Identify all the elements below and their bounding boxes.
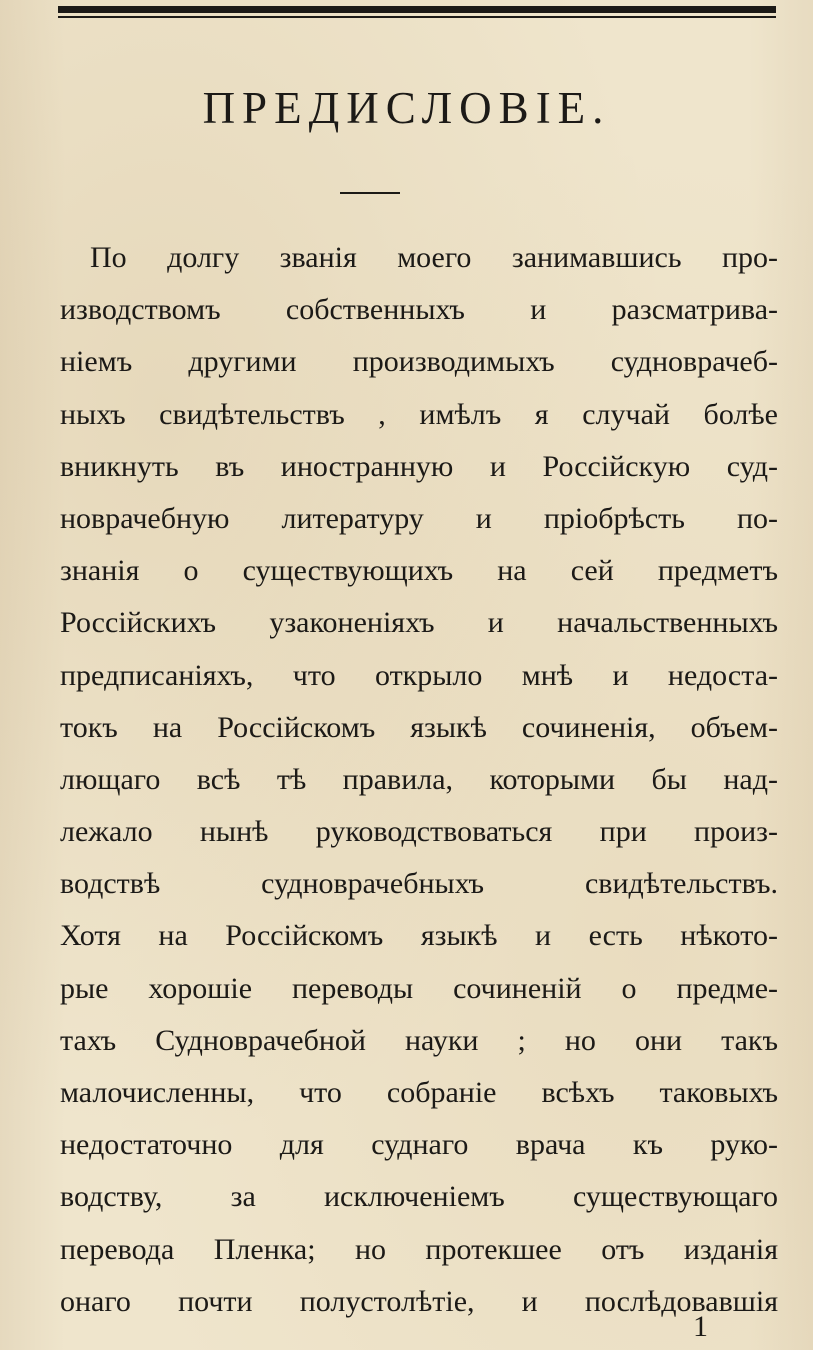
title-divider [340, 192, 400, 194]
text-line: лющаго всѣ тѣ правила, которыми бы над- [60, 762, 778, 796]
header-rule-thin [58, 16, 776, 18]
text-line: малочисленны, что собраніе всѣхъ таковыхъ [60, 1076, 778, 1109]
text-line: ніемъ другими производимыхъ судноврачеб- [60, 345, 778, 379]
body-text [60, 232, 778, 1328]
text-line: ныхъ свидѣтельствъ , имѣлъ я случай болѣе [60, 397, 778, 431]
text-line: токъ на Россійскомъ языкѣ сочиненія, объем- [60, 710, 778, 744]
text-line: Хотя на Россійскомъ языкѣ и есть нѣкото- [60, 919, 778, 953]
text-line: предписаніяхъ, что открыло мнѣ и недоста- [60, 658, 778, 692]
text-line: водству, за исключеніемъ существующаго [60, 1180, 778, 1214]
text-line: лежало нынѣ руководствоваться при произ- [60, 815, 778, 849]
text-line: онаго почти полустолѣтіе, и послѣдовавшія [60, 1284, 778, 1318]
page-number: 1 [693, 1310, 708, 1343]
text-line: вникнуть въ иностранную и Россійскую суд- [60, 449, 778, 483]
text-line: недостаточно для суднаго врача къ руко- [60, 1128, 778, 1162]
text-line: рые хорошіе переводы сочиненій о предме- [60, 971, 778, 1005]
text-line: знанія о существующихъ на сей предметъ [60, 554, 778, 588]
text-line: изводствомъ собственныхъ и разсматрива- [60, 293, 778, 327]
text-line: водствѣ судноврачебныхъ свидѣтельствъ. [60, 867, 778, 901]
text-line: тахъ Судноврачебной науки ; но они такъ [60, 1023, 778, 1057]
text-line: По долгу званія моего занимавшись про- [90, 241, 778, 274]
text-line: новрачебную литературу и пріобрѣсть по- [60, 501, 778, 535]
header-rule-thick [58, 6, 776, 13]
page-title: ПРЕДИСЛОВІЕ. [202, 83, 611, 133]
text-line: Россійскихъ узаконеніяхъ и начальственныхъ [60, 606, 778, 640]
text-line: перевода Пленка; но протекшее отъ изданія [60, 1232, 778, 1266]
